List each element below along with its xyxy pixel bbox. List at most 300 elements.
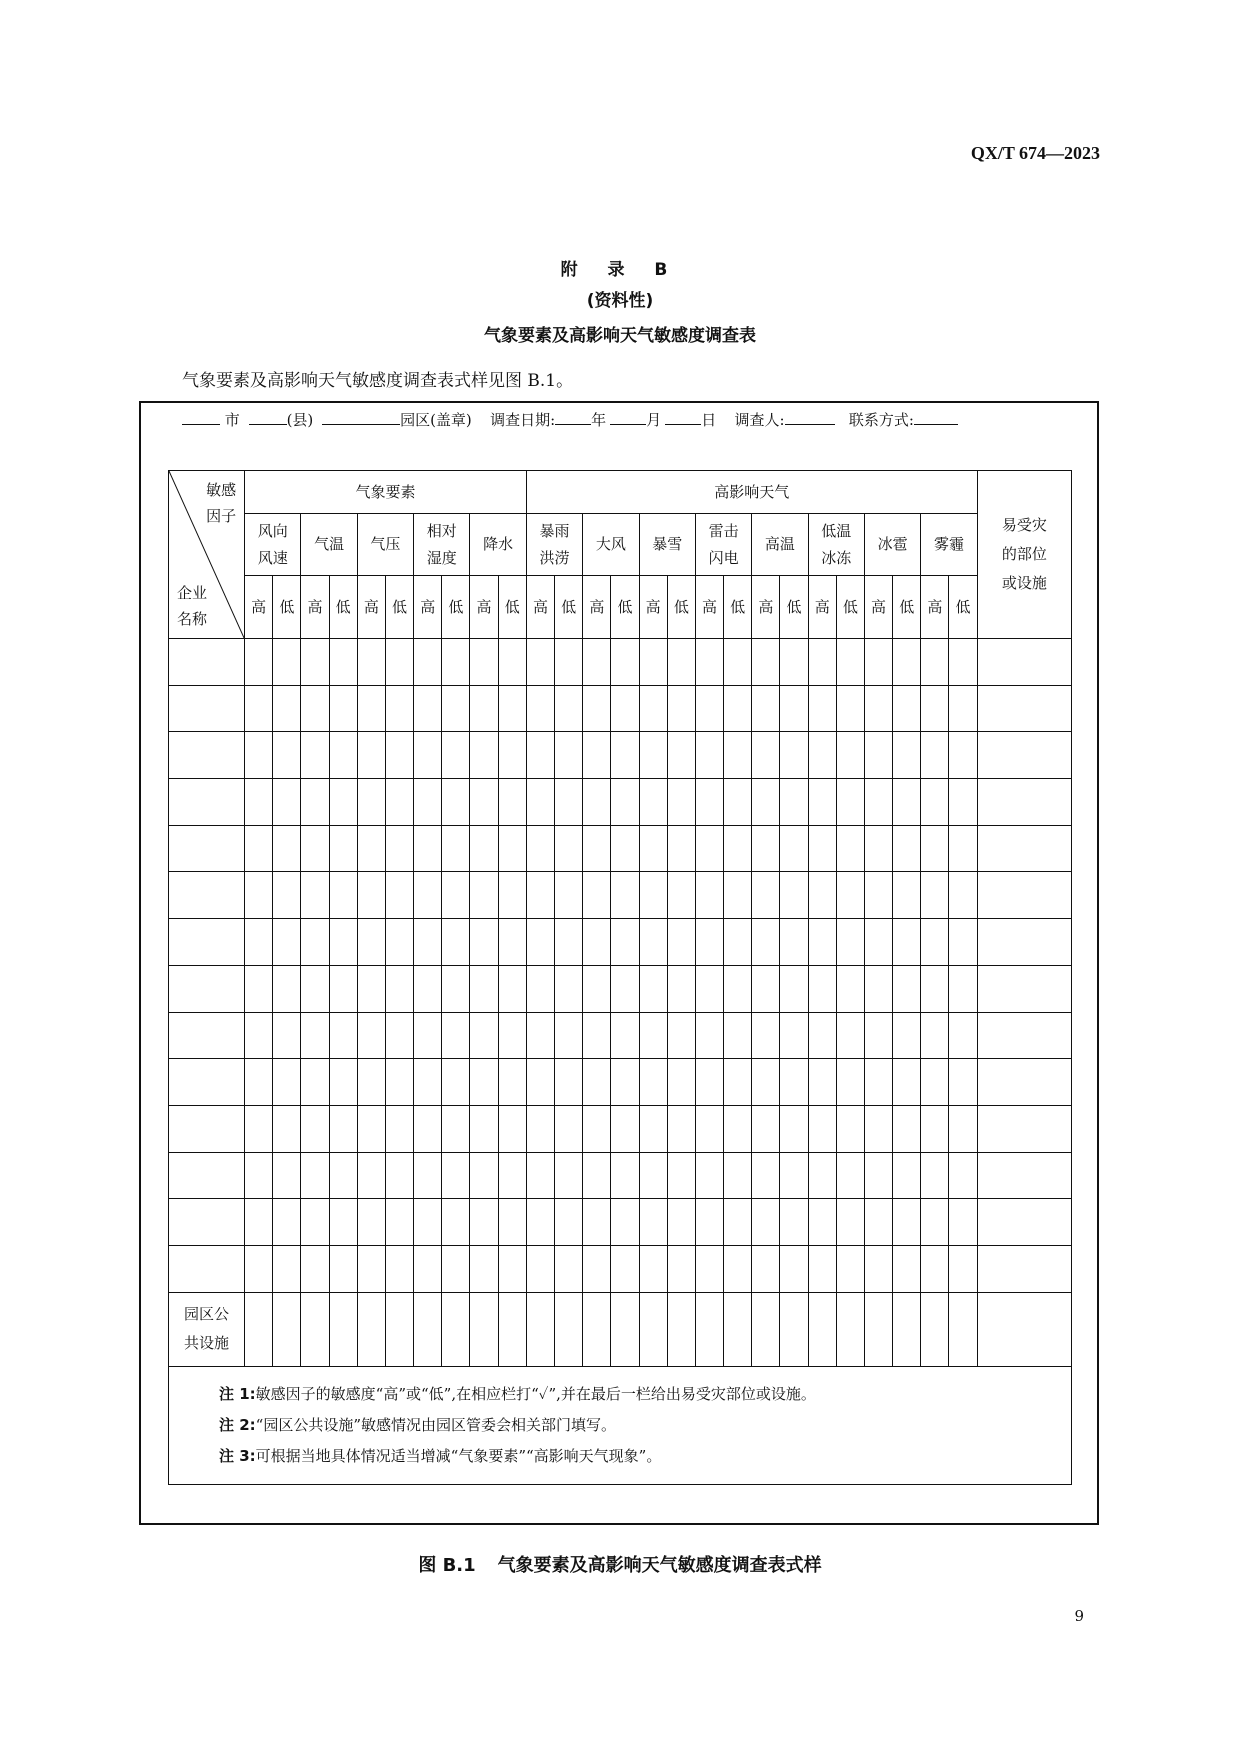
sensitivity-check-cell[interactable] (695, 732, 723, 779)
sensitivity-check-cell[interactable] (301, 1059, 329, 1106)
sensitivity-check-cell[interactable] (357, 825, 385, 872)
sensitivity-check-cell[interactable] (273, 872, 301, 919)
sensitivity-check-cell[interactable] (273, 685, 301, 732)
sensitivity-check-cell[interactable] (245, 1199, 273, 1246)
sensitivity-check-cell[interactable] (442, 965, 470, 1012)
enterprise-name-cell[interactable] (169, 1105, 245, 1152)
sensitivity-check-cell[interactable] (893, 1245, 921, 1292)
sensitivity-check-cell[interactable] (357, 872, 385, 919)
sensitivity-check-cell[interactable] (245, 1105, 273, 1152)
sensitivity-check-cell[interactable] (695, 965, 723, 1012)
sensitivity-check-cell[interactable] (808, 1199, 836, 1246)
sensitivity-check-cell[interactable] (470, 1012, 498, 1059)
sensitivity-check-cell[interactable] (526, 872, 554, 919)
sensitivity-check-cell[interactable] (864, 1012, 892, 1059)
sensitivity-check-cell[interactable] (724, 732, 752, 779)
sensitivity-check-cell[interactable] (329, 1105, 357, 1152)
sensitivity-check-cell[interactable] (301, 685, 329, 732)
sensitivity-check-cell[interactable] (329, 1152, 357, 1199)
sensitivity-check-cell[interactable] (357, 1245, 385, 1292)
sensitivity-check-cell[interactable] (245, 1152, 273, 1199)
sensitivity-check-cell[interactable] (780, 1152, 808, 1199)
sensitivity-check-cell[interactable] (245, 1245, 273, 1292)
sensitivity-check-cell[interactable] (301, 1292, 329, 1366)
sensitivity-check-cell[interactable] (555, 872, 583, 919)
sensitivity-check-cell[interactable] (301, 965, 329, 1012)
sensitivity-check-cell[interactable] (583, 965, 611, 1012)
sensitivity-check-cell[interactable] (808, 919, 836, 966)
sensitivity-check-cell[interactable] (667, 639, 695, 686)
sensitivity-check-cell[interactable] (498, 1012, 526, 1059)
sensitivity-check-cell[interactable] (414, 779, 442, 826)
sensitivity-check-cell[interactable] (724, 1105, 752, 1152)
sensitivity-check-cell[interactable] (245, 685, 273, 732)
sensitivity-check-cell[interactable] (555, 639, 583, 686)
sensitivity-check-cell[interactable] (864, 685, 892, 732)
sensitivity-check-cell[interactable] (611, 1012, 639, 1059)
sensitivity-check-cell[interactable] (583, 1059, 611, 1106)
sensitivity-check-cell[interactable] (442, 1012, 470, 1059)
sensitivity-check-cell[interactable] (526, 779, 554, 826)
sensitivity-check-cell[interactable] (611, 779, 639, 826)
sensitivity-check-cell[interactable] (752, 1105, 780, 1152)
sensitivity-check-cell[interactable] (639, 639, 667, 686)
sensitivity-check-cell[interactable] (808, 965, 836, 1012)
sensitivity-check-cell[interactable] (498, 872, 526, 919)
sensitivity-check-cell[interactable] (949, 1292, 977, 1366)
sensitivity-check-cell[interactable] (921, 685, 949, 732)
sensitivity-check-cell[interactable] (414, 732, 442, 779)
sensitivity-check-cell[interactable] (245, 965, 273, 1012)
sensitivity-check-cell[interactable] (752, 1012, 780, 1059)
sensitivity-check-cell[interactable] (357, 1199, 385, 1246)
sensitivity-check-cell[interactable] (695, 1245, 723, 1292)
sensitivity-check-cell[interactable] (949, 685, 977, 732)
sensitivity-check-cell[interactable] (414, 1292, 442, 1366)
sensitivity-check-cell[interactable] (385, 732, 413, 779)
sensitivity-check-cell[interactable] (780, 1105, 808, 1152)
sensitivity-check-cell[interactable] (245, 872, 273, 919)
sensitivity-check-cell[interactable] (921, 872, 949, 919)
sensitivity-check-cell[interactable] (695, 872, 723, 919)
sensitivity-check-cell[interactable] (893, 1199, 921, 1246)
sensitivity-check-cell[interactable] (611, 685, 639, 732)
enterprise-name-cell[interactable] (169, 965, 245, 1012)
sensitivity-check-cell[interactable] (357, 1292, 385, 1366)
sensitivity-check-cell[interactable] (695, 639, 723, 686)
sensitivity-check-cell[interactable] (583, 1245, 611, 1292)
sensitivity-check-cell[interactable] (808, 1292, 836, 1366)
enterprise-name-cell[interactable] (169, 779, 245, 826)
sensitivity-check-cell[interactable] (724, 965, 752, 1012)
sensitivity-check-cell[interactable] (921, 1292, 949, 1366)
sensitivity-check-cell[interactable] (949, 1105, 977, 1152)
sensitivity-check-cell[interactable] (357, 1152, 385, 1199)
sensitivity-check-cell[interactable] (695, 685, 723, 732)
sensitivity-check-cell[interactable] (273, 1059, 301, 1106)
sensitivity-check-cell[interactable] (301, 1105, 329, 1152)
sensitivity-check-cell[interactable] (442, 1105, 470, 1152)
vulnerable-parts-cell[interactable] (977, 1105, 1071, 1152)
sensitivity-check-cell[interactable] (752, 965, 780, 1012)
sensitivity-check-cell[interactable] (611, 919, 639, 966)
sensitivity-check-cell[interactable] (921, 1245, 949, 1292)
sensitivity-check-cell[interactable] (864, 732, 892, 779)
sensitivity-check-cell[interactable] (921, 919, 949, 966)
sensitivity-check-cell[interactable] (357, 965, 385, 1012)
sensitivity-check-cell[interactable] (667, 1152, 695, 1199)
sensitivity-check-cell[interactable] (639, 1152, 667, 1199)
sensitivity-check-cell[interactable] (780, 685, 808, 732)
sensitivity-check-cell[interactable] (864, 825, 892, 872)
sensitivity-check-cell[interactable] (245, 1012, 273, 1059)
sensitivity-check-cell[interactable] (836, 1059, 864, 1106)
sensitivity-check-cell[interactable] (780, 732, 808, 779)
vulnerable-parts-cell[interactable] (977, 965, 1071, 1012)
sensitivity-check-cell[interactable] (752, 919, 780, 966)
sensitivity-check-cell[interactable] (357, 732, 385, 779)
sensitivity-check-cell[interactable] (921, 732, 949, 779)
sensitivity-check-cell[interactable] (385, 779, 413, 826)
sensitivity-check-cell[interactable] (385, 639, 413, 686)
sensitivity-check-cell[interactable] (385, 685, 413, 732)
sensitivity-check-cell[interactable] (301, 1245, 329, 1292)
sensitivity-check-cell[interactable] (526, 1012, 554, 1059)
sensitivity-check-cell[interactable] (583, 779, 611, 826)
sensitivity-check-cell[interactable] (385, 1245, 413, 1292)
sensitivity-check-cell[interactable] (893, 965, 921, 1012)
sensitivity-check-cell[interactable] (836, 1199, 864, 1246)
sensitivity-check-cell[interactable] (526, 1292, 554, 1366)
sensitivity-check-cell[interactable] (695, 779, 723, 826)
sensitivity-check-cell[interactable] (836, 1245, 864, 1292)
vulnerable-parts-cell[interactable] (977, 639, 1071, 686)
sensitivity-check-cell[interactable] (273, 919, 301, 966)
sensitivity-check-cell[interactable] (864, 1245, 892, 1292)
sensitivity-check-cell[interactable] (893, 779, 921, 826)
vulnerable-parts-cell[interactable] (977, 685, 1071, 732)
sensitivity-check-cell[interactable] (442, 825, 470, 872)
vulnerable-parts-cell[interactable] (977, 872, 1071, 919)
sensitivity-check-cell[interactable] (667, 872, 695, 919)
sensitivity-check-cell[interactable] (667, 919, 695, 966)
sensitivity-check-cell[interactable] (667, 1292, 695, 1366)
sensitivity-check-cell[interactable] (808, 779, 836, 826)
sensitivity-check-cell[interactable] (583, 1105, 611, 1152)
sensitivity-check-cell[interactable] (498, 919, 526, 966)
sensitivity-check-cell[interactable] (245, 825, 273, 872)
sensitivity-check-cell[interactable] (470, 1152, 498, 1199)
sensitivity-check-cell[interactable] (526, 1245, 554, 1292)
sensitivity-check-cell[interactable] (385, 825, 413, 872)
sensitivity-check-cell[interactable] (498, 1245, 526, 1292)
sensitivity-check-cell[interactable] (724, 1059, 752, 1106)
sensitivity-check-cell[interactable] (329, 825, 357, 872)
sensitivity-check-cell[interactable] (555, 1012, 583, 1059)
sensitivity-check-cell[interactable] (611, 1152, 639, 1199)
sensitivity-check-cell[interactable] (555, 919, 583, 966)
sensitivity-check-cell[interactable] (695, 1105, 723, 1152)
sensitivity-check-cell[interactable] (329, 919, 357, 966)
sensitivity-check-cell[interactable] (555, 965, 583, 1012)
sensitivity-check-cell[interactable] (864, 1105, 892, 1152)
sensitivity-check-cell[interactable] (893, 1059, 921, 1106)
sensitivity-check-cell[interactable] (893, 1292, 921, 1366)
sensitivity-check-cell[interactable] (893, 685, 921, 732)
sensitivity-check-cell[interactable] (724, 779, 752, 826)
sensitivity-check-cell[interactable] (555, 1152, 583, 1199)
sensitivity-check-cell[interactable] (893, 872, 921, 919)
sensitivity-check-cell[interactable] (667, 1059, 695, 1106)
sensitivity-check-cell[interactable] (442, 1059, 470, 1106)
sensitivity-check-cell[interactable] (498, 685, 526, 732)
sensitivity-check-cell[interactable] (752, 732, 780, 779)
sensitivity-check-cell[interactable] (949, 779, 977, 826)
sensitivity-check-cell[interactable] (949, 965, 977, 1012)
sensitivity-check-cell[interactable] (724, 1152, 752, 1199)
sensitivity-check-cell[interactable] (752, 825, 780, 872)
sensitivity-check-cell[interactable] (273, 1199, 301, 1246)
sensitivity-check-cell[interactable] (921, 1152, 949, 1199)
sensitivity-check-cell[interactable] (836, 919, 864, 966)
sensitivity-check-cell[interactable] (780, 825, 808, 872)
sensitivity-check-cell[interactable] (245, 1059, 273, 1106)
sensitivity-check-cell[interactable] (385, 1292, 413, 1366)
sensitivity-check-cell[interactable] (808, 685, 836, 732)
sensitivity-check-cell[interactable] (555, 1199, 583, 1246)
sensitivity-check-cell[interactable] (245, 919, 273, 966)
sensitivity-check-cell[interactable] (639, 685, 667, 732)
sensitivity-check-cell[interactable] (752, 779, 780, 826)
sensitivity-check-cell[interactable] (498, 1105, 526, 1152)
vulnerable-parts-cell[interactable] (977, 1059, 1071, 1106)
sensitivity-check-cell[interactable] (836, 1292, 864, 1366)
sensitivity-check-cell[interactable] (724, 825, 752, 872)
sensitivity-check-cell[interactable] (724, 872, 752, 919)
sensitivity-check-cell[interactable] (667, 965, 695, 1012)
sensitivity-check-cell[interactable] (921, 1059, 949, 1106)
enterprise-name-cell[interactable] (169, 1199, 245, 1246)
sensitivity-check-cell[interactable] (470, 779, 498, 826)
sensitivity-check-cell[interactable] (583, 872, 611, 919)
sensitivity-check-cell[interactable] (836, 639, 864, 686)
sensitivity-check-cell[interactable] (639, 1245, 667, 1292)
sensitivity-check-cell[interactable] (921, 1199, 949, 1246)
sensitivity-check-cell[interactable] (611, 1059, 639, 1106)
sensitivity-check-cell[interactable] (836, 779, 864, 826)
sensitivity-check-cell[interactable] (921, 779, 949, 826)
sensitivity-check-cell[interactable] (273, 825, 301, 872)
sensitivity-check-cell[interactable] (357, 1105, 385, 1152)
sensitivity-check-cell[interactable] (273, 779, 301, 826)
sensitivity-check-cell[interactable] (949, 1012, 977, 1059)
enterprise-name-cell[interactable] (169, 1245, 245, 1292)
sensitivity-check-cell[interactable] (442, 685, 470, 732)
sensitivity-check-cell[interactable] (611, 872, 639, 919)
sensitivity-check-cell[interactable] (639, 1105, 667, 1152)
sensitivity-check-cell[interactable] (611, 965, 639, 1012)
sensitivity-check-cell[interactable] (526, 732, 554, 779)
sensitivity-check-cell[interactable] (470, 1199, 498, 1246)
sensitivity-check-cell[interactable] (301, 825, 329, 872)
sensitivity-check-cell[interactable] (498, 639, 526, 686)
enterprise-name-cell[interactable] (169, 1059, 245, 1106)
sensitivity-check-cell[interactable] (780, 779, 808, 826)
sensitivity-check-cell[interactable] (555, 825, 583, 872)
sensitivity-check-cell[interactable] (470, 732, 498, 779)
sensitivity-check-cell[interactable] (273, 1152, 301, 1199)
sensitivity-check-cell[interactable] (329, 872, 357, 919)
enterprise-name-cell[interactable] (169, 872, 245, 919)
sensitivity-check-cell[interactable] (808, 825, 836, 872)
sensitivity-check-cell[interactable] (555, 1245, 583, 1292)
sensitivity-check-cell[interactable] (583, 1012, 611, 1059)
sensitivity-check-cell[interactable] (526, 1152, 554, 1199)
sensitivity-check-cell[interactable] (667, 1245, 695, 1292)
sensitivity-check-cell[interactable] (385, 1059, 413, 1106)
sensitivity-check-cell[interactable] (724, 685, 752, 732)
sensitivity-check-cell[interactable] (442, 779, 470, 826)
sensitivity-check-cell[interactable] (555, 732, 583, 779)
sensitivity-check-cell[interactable] (752, 872, 780, 919)
sensitivity-check-cell[interactable] (921, 639, 949, 686)
sensitivity-check-cell[interactable] (301, 1199, 329, 1246)
sensitivity-check-cell[interactable] (780, 965, 808, 1012)
sensitivity-check-cell[interactable] (583, 919, 611, 966)
sensitivity-check-cell[interactable] (864, 872, 892, 919)
sensitivity-check-cell[interactable] (667, 779, 695, 826)
sensitivity-check-cell[interactable] (667, 685, 695, 732)
sensitivity-check-cell[interactable] (470, 685, 498, 732)
sensitivity-check-cell[interactable] (611, 1245, 639, 1292)
sensitivity-check-cell[interactable] (864, 965, 892, 1012)
sensitivity-check-cell[interactable] (301, 872, 329, 919)
sensitivity-check-cell[interactable] (836, 825, 864, 872)
sensitivity-check-cell[interactable] (639, 1292, 667, 1366)
sensitivity-check-cell[interactable] (442, 872, 470, 919)
sensitivity-check-cell[interactable] (301, 732, 329, 779)
sensitivity-check-cell[interactable] (470, 872, 498, 919)
sensitivity-check-cell[interactable] (808, 1059, 836, 1106)
sensitivity-check-cell[interactable] (273, 1245, 301, 1292)
sensitivity-check-cell[interactable] (752, 1292, 780, 1366)
sensitivity-check-cell[interactable] (752, 639, 780, 686)
sensitivity-check-cell[interactable] (526, 919, 554, 966)
vulnerable-parts-cell[interactable] (977, 732, 1071, 779)
sensitivity-check-cell[interactable] (498, 1199, 526, 1246)
sensitivity-check-cell[interactable] (921, 1105, 949, 1152)
sensitivity-check-cell[interactable] (555, 685, 583, 732)
sensitivity-check-cell[interactable] (526, 1105, 554, 1152)
sensitivity-check-cell[interactable] (385, 1012, 413, 1059)
sensitivity-check-cell[interactable] (442, 732, 470, 779)
sensitivity-check-cell[interactable] (498, 825, 526, 872)
sensitivity-check-cell[interactable] (498, 779, 526, 826)
enterprise-name-cell[interactable] (169, 825, 245, 872)
vulnerable-parts-cell[interactable] (977, 1292, 1071, 1366)
vulnerable-parts-cell[interactable] (977, 1199, 1071, 1246)
sensitivity-check-cell[interactable] (724, 1292, 752, 1366)
sensitivity-check-cell[interactable] (836, 872, 864, 919)
sensitivity-check-cell[interactable] (949, 1199, 977, 1246)
sensitivity-check-cell[interactable] (667, 732, 695, 779)
sensitivity-check-cell[interactable] (611, 732, 639, 779)
sensitivity-check-cell[interactable] (667, 1199, 695, 1246)
sensitivity-check-cell[interactable] (611, 1199, 639, 1246)
sensitivity-check-cell[interactable] (273, 965, 301, 1012)
sensitivity-check-cell[interactable] (864, 639, 892, 686)
sensitivity-check-cell[interactable] (273, 1105, 301, 1152)
sensitivity-check-cell[interactable] (695, 1292, 723, 1366)
sensitivity-check-cell[interactable] (639, 1199, 667, 1246)
sensitivity-check-cell[interactable] (611, 825, 639, 872)
sensitivity-check-cell[interactable] (808, 1152, 836, 1199)
sensitivity-check-cell[interactable] (273, 1012, 301, 1059)
sensitivity-check-cell[interactable] (583, 685, 611, 732)
sensitivity-check-cell[interactable] (470, 965, 498, 1012)
sensitivity-check-cell[interactable] (695, 1059, 723, 1106)
sensitivity-check-cell[interactable] (808, 872, 836, 919)
sensitivity-check-cell[interactable] (611, 1105, 639, 1152)
sensitivity-check-cell[interactable] (695, 825, 723, 872)
sensitivity-check-cell[interactable] (808, 1105, 836, 1152)
sensitivity-check-cell[interactable] (329, 639, 357, 686)
sensitivity-check-cell[interactable] (442, 639, 470, 686)
sensitivity-check-cell[interactable] (780, 1292, 808, 1366)
enterprise-name-cell[interactable] (169, 732, 245, 779)
sensitivity-check-cell[interactable] (864, 1059, 892, 1106)
sensitivity-check-cell[interactable] (357, 639, 385, 686)
sensitivity-check-cell[interactable] (808, 732, 836, 779)
sensitivity-check-cell[interactable] (780, 1059, 808, 1106)
sensitivity-check-cell[interactable] (949, 919, 977, 966)
sensitivity-check-cell[interactable] (752, 685, 780, 732)
vulnerable-parts-cell[interactable] (977, 1245, 1071, 1292)
sensitivity-check-cell[interactable] (639, 919, 667, 966)
sensitivity-check-cell[interactable] (526, 1199, 554, 1246)
sensitivity-check-cell[interactable] (724, 639, 752, 686)
sensitivity-check-cell[interactable] (808, 1245, 836, 1292)
sensitivity-check-cell[interactable] (893, 732, 921, 779)
vulnerable-parts-cell[interactable] (977, 1152, 1071, 1199)
sensitivity-check-cell[interactable] (639, 825, 667, 872)
sensitivity-check-cell[interactable] (414, 639, 442, 686)
sensitivity-check-cell[interactable] (724, 1245, 752, 1292)
sensitivity-check-cell[interactable] (836, 1012, 864, 1059)
sensitivity-check-cell[interactable] (357, 685, 385, 732)
sensitivity-check-cell[interactable] (301, 779, 329, 826)
sensitivity-check-cell[interactable] (893, 1105, 921, 1152)
sensitivity-check-cell[interactable] (864, 1292, 892, 1366)
sensitivity-check-cell[interactable] (273, 732, 301, 779)
vulnerable-parts-cell[interactable] (977, 919, 1071, 966)
sensitivity-check-cell[interactable] (245, 732, 273, 779)
sensitivity-check-cell[interactable] (836, 1152, 864, 1199)
sensitivity-check-cell[interactable] (639, 1012, 667, 1059)
sensitivity-check-cell[interactable] (724, 919, 752, 966)
sensitivity-check-cell[interactable] (498, 1292, 526, 1366)
sensitivity-check-cell[interactable] (526, 685, 554, 732)
sensitivity-check-cell[interactable] (526, 1059, 554, 1106)
sensitivity-check-cell[interactable] (864, 919, 892, 966)
sensitivity-check-cell[interactable] (949, 1059, 977, 1106)
sensitivity-check-cell[interactable] (949, 1152, 977, 1199)
sensitivity-check-cell[interactable] (752, 1199, 780, 1246)
sensitivity-check-cell[interactable] (414, 1245, 442, 1292)
sensitivity-check-cell[interactable] (921, 1012, 949, 1059)
sensitivity-check-cell[interactable] (301, 1152, 329, 1199)
sensitivity-check-cell[interactable] (864, 1152, 892, 1199)
